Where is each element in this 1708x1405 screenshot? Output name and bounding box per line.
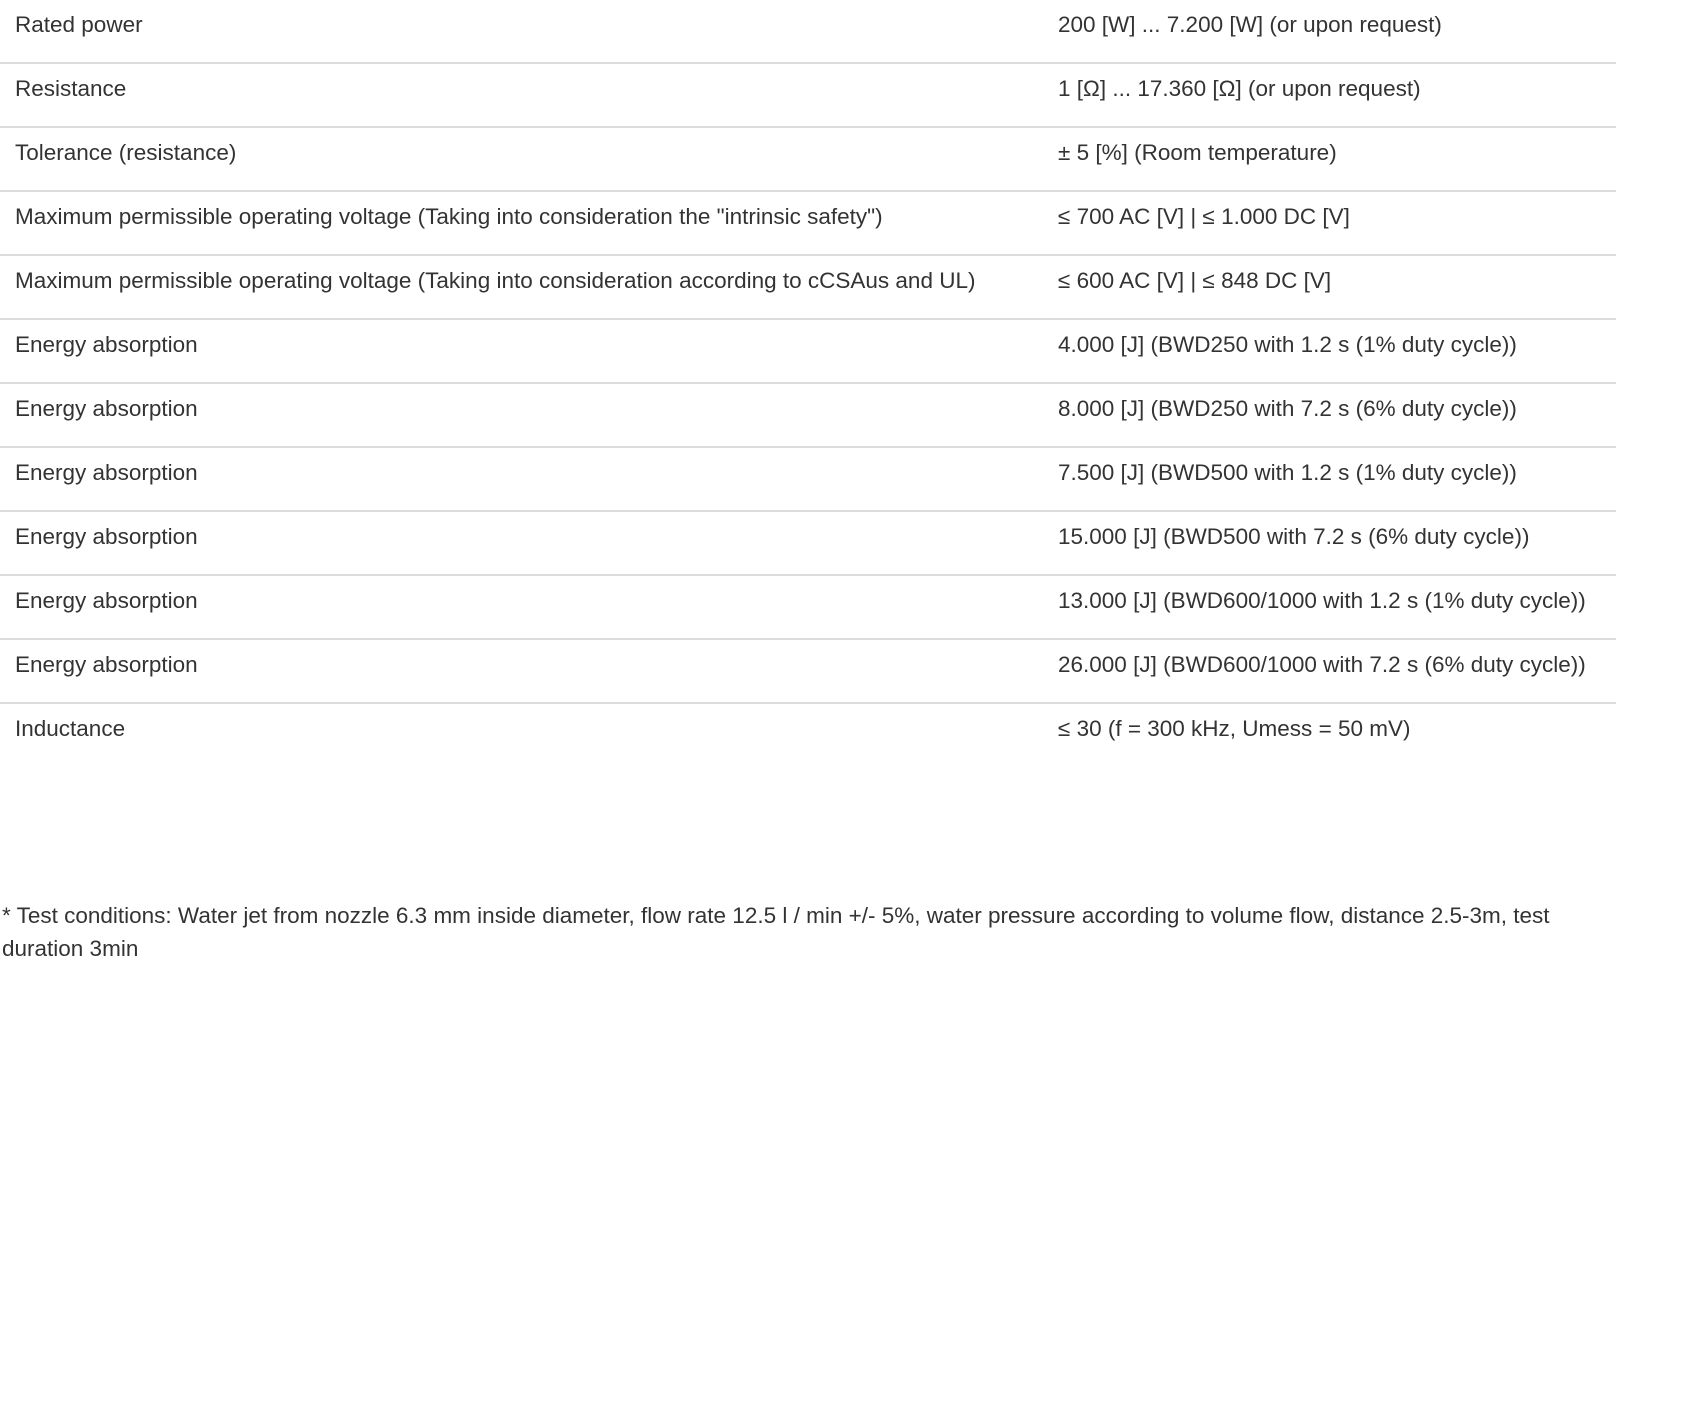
test-conditions-footnote: * Test conditions: Water jet from nozzle 6.3 mm inside diameter, flow rate 12.5 l / min +/- 5%, water pressure according to volume flow, distance 2.5-3m, test duration 3min: [2, 902, 1550, 961]
spec-label: Energy absorption: [0, 319, 1043, 383]
spec-label: Maximum permissible operating voltage (Taking into consideration the "intrinsic safety"): [0, 191, 1043, 255]
table-row: [0, 127, 1616, 191]
spec-value: 13.000 [J] (BWD600/1000 with 1.2 s (1% duty cycle)): [1043, 575, 1616, 639]
spec-value: 1 [Ω] ... 17.360 [Ω] (or upon request): [1043, 63, 1616, 127]
table-row: [0, 191, 1616, 255]
spec-label: Inductance: [15, 716, 126, 741]
spec-label: Energy absorption: [0, 383, 1043, 447]
spec-value: 4.000 [J] (BWD250 with 1.2 s (1% duty cycle)): [1043, 319, 1616, 383]
spec-value: 7.500 [J] (BWD500 with 1.2 s (1% duty cycle)): [1043, 447, 1616, 511]
spec-value: ≤ 600 AC [V] | ≤ 848 DC [V]: [1043, 255, 1616, 319]
table-row: [0, 0, 1616, 63]
table-row: [0, 383, 1616, 447]
spec-label: Energy absorption: [0, 511, 1043, 575]
spec-label: Energy absorption: [0, 447, 1043, 511]
spec-value: ≤ 700 AC [V] | ≤ 1.000 DC [V]: [1043, 191, 1616, 255]
table-row: [0, 639, 1616, 703]
spec-value: ± 5 [%] (Room temperature): [1043, 127, 1616, 191]
spec-label: Energy absorption: [0, 639, 1043, 703]
table-row: [0, 447, 1616, 511]
table-row: [0, 63, 1616, 127]
spec-label: Tolerance (resistance): [0, 127, 1043, 191]
table-row: [0, 319, 1616, 383]
table-row: [0, 575, 1616, 639]
spec-value: 8.000 [J] (BWD250 with 7.2 s (6% duty cycle)): [1043, 383, 1616, 447]
spec-value: 200 [W] ... 7.200 [W] (or upon request): [1043, 0, 1616, 63]
spec-label: Resistance: [0, 63, 1043, 127]
spec-value: 26.000 [J] (BWD600/1000 with 7.2 s (6% duty cycle)): [1043, 639, 1616, 703]
spec-value: 15.000 [J] (BWD500 with 7.2 s (6% duty cycle)): [1043, 511, 1616, 575]
spec-label: Energy absorption: [0, 575, 1043, 639]
table-row: [0, 703, 1616, 766]
spec-label: Maximum permissible operating voltage (Taking into consideration according to cCSAus and UL): [0, 255, 1043, 319]
table-row: [0, 255, 1616, 319]
table-row: [0, 511, 1616, 575]
spec-value: ≤ 30 (f = 300 kHz, Umess = 50 mV): [1058, 716, 1411, 741]
spec-label: Rated power: [0, 0, 1043, 63]
